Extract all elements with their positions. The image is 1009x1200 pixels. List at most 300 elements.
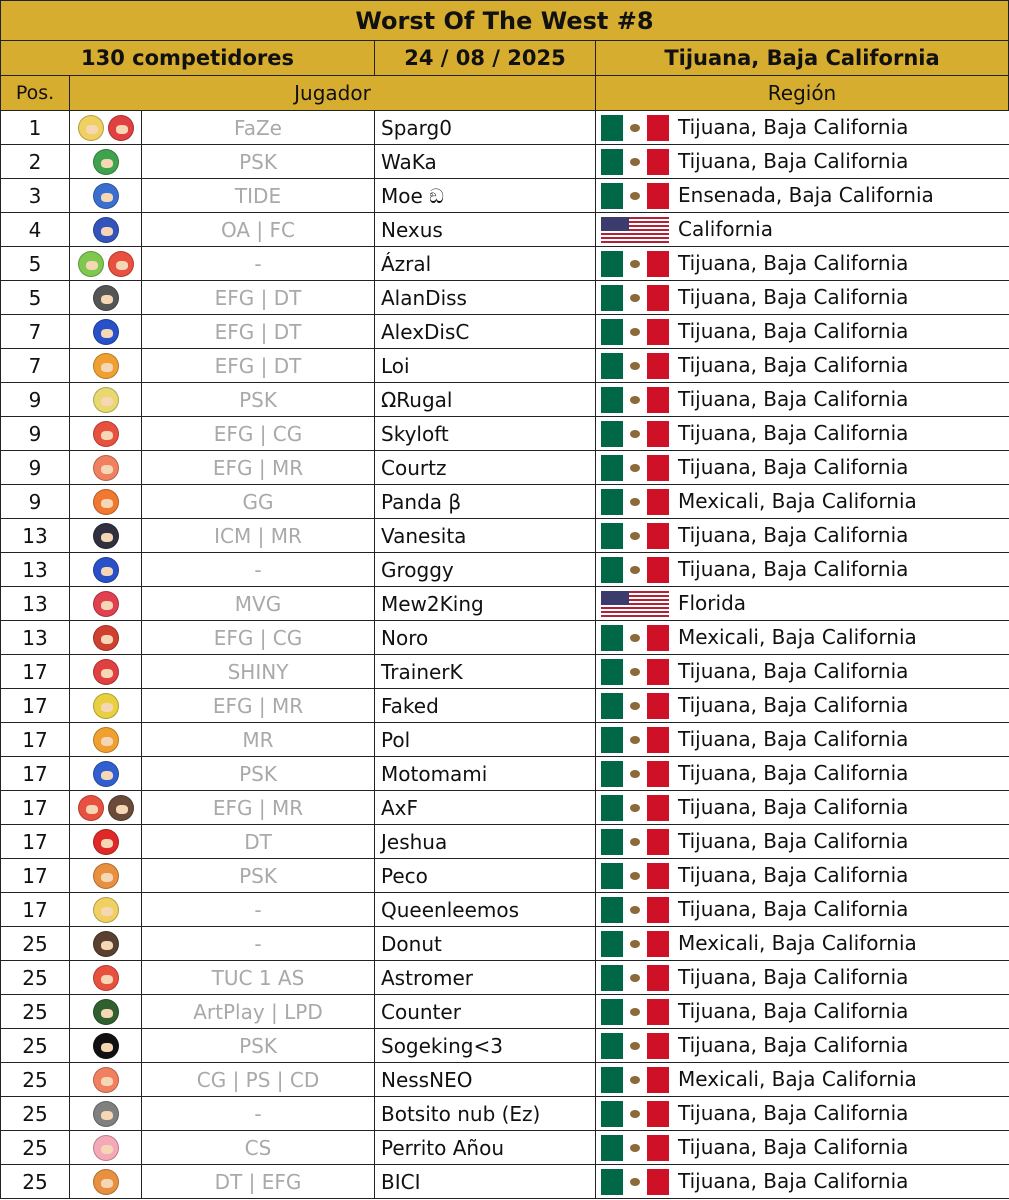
- mexico-flag-icon: [601, 1101, 669, 1127]
- placement: 9: [1, 451, 70, 485]
- table-row: [1, 349, 1009, 383]
- inkling-icon: [93, 489, 119, 515]
- region-cell: [596, 383, 1009, 417]
- region-label: Tijuana, Baja California: [678, 965, 909, 989]
- mexico-flag-icon: [601, 183, 669, 209]
- region-cell: [596, 315, 1009, 349]
- mexico-flag-icon: [601, 149, 669, 175]
- placement: 17: [1, 689, 70, 723]
- min-min-icon: [93, 1067, 119, 1093]
- region-cell: [596, 1165, 1009, 1199]
- usa-flag-icon: [601, 217, 669, 243]
- player-name: Perrito Añou: [375, 1131, 596, 1165]
- little-mac-icon: [93, 999, 119, 1025]
- characters-cell: [70, 621, 142, 655]
- team-tag: PSK: [142, 757, 375, 791]
- player-name: AlanDiss: [375, 281, 596, 315]
- characters-cell: [70, 1131, 142, 1165]
- table-row: [1, 179, 1009, 213]
- table-row: [1, 145, 1009, 179]
- characters-cell: [70, 519, 142, 553]
- table-row: [1, 1131, 1009, 1165]
- characters-cell: [70, 1165, 142, 1199]
- team-tag: OA | FC: [142, 213, 375, 247]
- characters-cell: [70, 859, 142, 893]
- region-cell: [596, 1029, 1009, 1063]
- team-tag: SHINY: [142, 655, 375, 689]
- team-tag: -: [142, 927, 375, 961]
- characters-cell: [70, 995, 142, 1029]
- mexico-flag-icon: [601, 1067, 669, 1093]
- mexico-flag-icon: [601, 115, 669, 141]
- event-date: 24 / 08 / 2025: [374, 40, 596, 76]
- cloud-icon: [93, 387, 119, 413]
- table-row: [1, 1097, 1009, 1131]
- placement: 17: [1, 757, 70, 791]
- placement: 5: [1, 247, 70, 281]
- team-tag: PSK: [142, 1029, 375, 1063]
- team-tag: TUC 1 AS: [142, 961, 375, 995]
- min-min-icon: [93, 455, 119, 481]
- table-row: [1, 553, 1009, 587]
- region-cell: [596, 961, 1009, 995]
- results-table: [0, 110, 1009, 1199]
- mexico-flag-icon: [601, 829, 669, 855]
- region-cell: [596, 995, 1009, 1029]
- player-name: Botsito nub (Ez): [375, 1097, 596, 1131]
- region-cell: [596, 655, 1009, 689]
- placement: 4: [1, 213, 70, 247]
- region-cell: [596, 621, 1009, 655]
- characters-cell: [70, 723, 142, 757]
- game-and-watch-icon: [93, 1033, 119, 1059]
- region-cell: [596, 179, 1009, 213]
- steve-icon: [93, 931, 119, 957]
- team-tag: FaZe: [142, 111, 375, 145]
- placement: 25: [1, 927, 70, 961]
- table-row: [1, 995, 1009, 1029]
- region-label: Tijuana, Baja California: [678, 1169, 909, 1193]
- king-dedede-icon: [93, 761, 119, 787]
- table-row: [1, 825, 1009, 859]
- mexico-flag-icon: [601, 421, 669, 447]
- region-label: Tijuana, Baja California: [678, 387, 909, 411]
- table-row: [1, 519, 1009, 553]
- region-label: Tijuana, Baja California: [678, 897, 909, 921]
- table-row: [1, 621, 1009, 655]
- kazuya-icon: [108, 795, 134, 821]
- team-tag: -: [142, 893, 375, 927]
- characters-cell: [70, 247, 142, 281]
- mexico-flag-icon: [601, 659, 669, 685]
- table-row: [1, 247, 1009, 281]
- region-label: Tijuana, Baja California: [678, 523, 909, 547]
- toon-link-icon: [93, 693, 119, 719]
- team-tag: GG: [142, 485, 375, 519]
- mexico-flag-icon: [601, 1169, 669, 1195]
- characters-cell: [70, 315, 142, 349]
- table-row: [1, 315, 1009, 349]
- placement: 13: [1, 587, 70, 621]
- player-name: Courtz: [375, 451, 596, 485]
- region-cell: [596, 723, 1009, 757]
- fox-icon: [93, 863, 119, 889]
- mexico-flag-icon: [601, 965, 669, 991]
- characters-cell: [70, 111, 142, 145]
- placement: 25: [1, 1165, 70, 1199]
- mexico-flag-icon: [601, 387, 669, 413]
- team-tag: ArtPlay | LPD: [142, 995, 375, 1029]
- placement: 25: [1, 961, 70, 995]
- results-body: [1, 111, 1009, 1199]
- table-row: [1, 1063, 1009, 1097]
- team-tag: EFG | DT: [142, 281, 375, 315]
- mythra-icon: [78, 251, 104, 277]
- region-label: Tijuana, Baja California: [678, 115, 909, 139]
- player-name: WaKa: [375, 145, 596, 179]
- characters-cell: [70, 179, 142, 213]
- region-label: Mexicali, Baja California: [678, 931, 917, 955]
- team-tag: EFG | DT: [142, 315, 375, 349]
- zelda-icon: [93, 897, 119, 923]
- placement: 9: [1, 485, 70, 519]
- player-name: ΩRugal: [375, 383, 596, 417]
- mexico-flag-icon: [601, 285, 669, 311]
- player-name: Skyloft: [375, 417, 596, 451]
- table-row: [1, 1029, 1009, 1063]
- region-label: California: [678, 217, 773, 241]
- mexico-flag-icon: [601, 761, 669, 787]
- table-row: [1, 281, 1009, 315]
- column-header-pos: Pos.: [0, 75, 70, 111]
- placement: 17: [1, 791, 70, 825]
- placement: 17: [1, 723, 70, 757]
- region-cell: [596, 927, 1009, 961]
- player-name: Queenleemos: [375, 893, 596, 927]
- team-tag: PSK: [142, 145, 375, 179]
- characters-cell: [70, 825, 142, 859]
- player-name: Ázral: [375, 247, 596, 281]
- player-name: Groggy: [375, 553, 596, 587]
- region-label: Florida: [678, 591, 747, 615]
- placement: 9: [1, 417, 70, 451]
- region-label: Tijuana, Baja California: [678, 251, 909, 275]
- player-name: Nexus: [375, 213, 596, 247]
- characters-cell: [70, 213, 142, 247]
- team-tag: CG | PS | CD: [142, 1063, 375, 1097]
- region-label: Mexicali, Baja California: [678, 489, 917, 513]
- region-label: Tijuana, Baja California: [678, 659, 909, 683]
- player-name: BICI: [375, 1165, 596, 1199]
- pokemon-trainer-icon: [93, 965, 119, 991]
- mexico-flag-icon: [601, 455, 669, 481]
- table-row: [1, 723, 1009, 757]
- team-tag: -: [142, 1097, 375, 1131]
- player-name: Noro: [375, 621, 596, 655]
- region-label: Tijuana, Baja California: [678, 1033, 909, 1057]
- luigi-icon: [93, 149, 119, 175]
- team-tag: -: [142, 247, 375, 281]
- fox-icon: [93, 1169, 119, 1195]
- mexico-flag-icon: [601, 625, 669, 651]
- team-tag: EFG | MR: [142, 689, 375, 723]
- mexico-flag-icon: [601, 557, 669, 583]
- mexico-flag-icon: [601, 353, 669, 379]
- samus-icon: [93, 625, 119, 651]
- player-name: AlexDisC: [375, 315, 596, 349]
- region-cell: [596, 553, 1009, 587]
- player-name: Motomami: [375, 757, 596, 791]
- table-row: [1, 893, 1009, 927]
- kazuya-icon: [93, 285, 119, 311]
- placement: 7: [1, 349, 70, 383]
- region-label: Tijuana, Baja California: [678, 353, 909, 377]
- placement: 17: [1, 859, 70, 893]
- placement: 7: [1, 315, 70, 349]
- characters-cell: [70, 927, 142, 961]
- placement: 13: [1, 621, 70, 655]
- column-header-player: Jugador: [69, 75, 596, 111]
- pokemon-trainer-icon: [93, 659, 119, 685]
- characters-cell: [70, 1063, 142, 1097]
- mexico-flag-icon: [601, 693, 669, 719]
- mexico-flag-icon: [601, 931, 669, 957]
- mexico-flag-icon: [601, 251, 669, 277]
- table-row: [1, 1165, 1009, 1199]
- placement: 17: [1, 825, 70, 859]
- pokemon-trainer-icon: [108, 251, 134, 277]
- team-tag: DT: [142, 825, 375, 859]
- team-tag: EFG | CG: [142, 621, 375, 655]
- piranha-plant-icon: [108, 115, 134, 141]
- region-label: Tijuana, Baja California: [678, 455, 909, 479]
- mexico-flag-icon: [601, 999, 669, 1025]
- cloud-icon: [78, 115, 104, 141]
- region-cell: [596, 689, 1009, 723]
- mexico-flag-icon: [601, 489, 669, 515]
- region-label: Mexicali, Baja California: [678, 1067, 917, 1091]
- player-name: Astromer: [375, 961, 596, 995]
- characters-cell: [70, 655, 142, 689]
- table-row: [1, 383, 1009, 417]
- team-tag: TIDE: [142, 179, 375, 213]
- characters-cell: [70, 1029, 142, 1063]
- team-tag: PSK: [142, 383, 375, 417]
- mexico-flag-icon: [601, 319, 669, 345]
- region-label: Tijuana, Baja California: [678, 829, 909, 853]
- team-tag: EFG | MR: [142, 451, 375, 485]
- player-name: Vanesita: [375, 519, 596, 553]
- region-cell: [596, 587, 1009, 621]
- region-cell: [596, 281, 1009, 315]
- placement: 25: [1, 1097, 70, 1131]
- table-row: [1, 485, 1009, 519]
- player-name: Sogeking<3: [375, 1029, 596, 1063]
- region-label: Tijuana, Baja California: [678, 319, 909, 343]
- placement: 25: [1, 1131, 70, 1165]
- region-label: Tijuana, Baja California: [678, 795, 909, 819]
- placement: 25: [1, 1029, 70, 1063]
- region-label: Tijuana, Baja California: [678, 999, 909, 1023]
- greninja-icon: [93, 183, 119, 209]
- region-label: Tijuana, Baja California: [678, 1135, 909, 1159]
- mexico-flag-icon: [601, 1033, 669, 1059]
- characters-cell: [70, 485, 142, 519]
- mexico-flag-icon: [601, 897, 669, 923]
- region-label: Tijuana, Baja California: [678, 285, 909, 309]
- region-cell: [596, 145, 1009, 179]
- tournament-title: Worst Of The West #8: [0, 0, 1009, 41]
- competitor-count: 130 competidores: [0, 40, 375, 76]
- pokemon-trainer-icon: [93, 421, 119, 447]
- player-name: Pol: [375, 723, 596, 757]
- falco-icon: [93, 217, 119, 243]
- region-cell: [596, 417, 1009, 451]
- bowser-jr-icon: [93, 353, 119, 379]
- region-cell: [596, 791, 1009, 825]
- region-label: Tijuana, Baja California: [678, 727, 909, 751]
- region-cell: [596, 519, 1009, 553]
- region-label: Ensenada, Baja California: [678, 183, 934, 207]
- team-tag: MVG: [142, 587, 375, 621]
- kirby-icon: [93, 1135, 119, 1161]
- characters-cell: [70, 1097, 142, 1131]
- characters-cell: [70, 553, 142, 587]
- characters-cell: [70, 757, 142, 791]
- region-cell: [596, 451, 1009, 485]
- table-row: [1, 213, 1009, 247]
- player-name: Counter: [375, 995, 596, 1029]
- region-cell: [596, 485, 1009, 519]
- region-cell: [596, 1097, 1009, 1131]
- player-name: Loi: [375, 349, 596, 383]
- sonic-icon: [93, 319, 119, 345]
- characters-cell: [70, 281, 142, 315]
- column-header-region: Región: [595, 75, 1009, 111]
- region-label: Tijuana, Baja California: [678, 1101, 909, 1125]
- table-row: [1, 587, 1009, 621]
- player-name: AxF: [375, 791, 596, 825]
- region-cell: [596, 757, 1009, 791]
- table-row: [1, 111, 1009, 145]
- table-row: [1, 451, 1009, 485]
- table-row: [1, 961, 1009, 995]
- region-cell: [596, 111, 1009, 145]
- region-cell: [596, 1131, 1009, 1165]
- table-row: [1, 859, 1009, 893]
- team-tag: EFG | DT: [142, 349, 375, 383]
- player-name: Jeshua: [375, 825, 596, 859]
- characters-cell: [70, 791, 142, 825]
- event-location: Tijuana, Baja California: [595, 40, 1009, 76]
- usa-flag-icon: [601, 591, 669, 617]
- region-label: Tijuana, Baja California: [678, 693, 909, 717]
- region-label: Tijuana, Baja California: [678, 557, 909, 581]
- bayonetta-icon: [93, 523, 119, 549]
- table-row: [1, 655, 1009, 689]
- mexico-flag-icon: [601, 727, 669, 753]
- player-name: Moe ඞ: [375, 179, 596, 213]
- player-name: Sparg0: [375, 111, 596, 145]
- table-row: [1, 417, 1009, 451]
- region-label: Tijuana, Baja California: [678, 863, 909, 887]
- mexico-flag-icon: [601, 863, 669, 889]
- team-tag: MR: [142, 723, 375, 757]
- player-name: Mew2King: [375, 587, 596, 621]
- team-tag: ICM | MR: [142, 519, 375, 553]
- mexico-flag-icon: [601, 795, 669, 821]
- placement: 25: [1, 1063, 70, 1097]
- table-row: [1, 757, 1009, 791]
- region-label: Tijuana, Baja California: [678, 761, 909, 785]
- team-tag: CS: [142, 1131, 375, 1165]
- region-cell: [596, 349, 1009, 383]
- characters-cell: [70, 417, 142, 451]
- region-label: Tijuana, Baja California: [678, 149, 909, 173]
- team-tag: EFG | MR: [142, 791, 375, 825]
- mario-icon: [93, 829, 119, 855]
- table-row: [1, 689, 1009, 723]
- rob-icon: [93, 1101, 119, 1127]
- team-tag: -: [142, 553, 375, 587]
- sonic-icon: [93, 557, 119, 583]
- characters-cell: [70, 961, 142, 995]
- placement: 3: [1, 179, 70, 213]
- team-tag: DT | EFG: [142, 1165, 375, 1199]
- placement: 2: [1, 145, 70, 179]
- region-cell: [596, 213, 1009, 247]
- region-cell: [596, 247, 1009, 281]
- characters-cell: [70, 893, 142, 927]
- mexico-flag-icon: [601, 523, 669, 549]
- characters-cell: [70, 145, 142, 179]
- mexico-flag-icon: [601, 1135, 669, 1161]
- player-name: Panda β: [375, 485, 596, 519]
- region-cell: [596, 893, 1009, 927]
- characters-cell: [70, 587, 142, 621]
- placement: 17: [1, 655, 70, 689]
- placement: 25: [1, 995, 70, 1029]
- characters-cell: [70, 349, 142, 383]
- pokemon-trainer-icon: [78, 795, 104, 821]
- placement: 5: [1, 281, 70, 315]
- characters-cell: [70, 383, 142, 417]
- region-label: Mexicali, Baja California: [678, 625, 917, 649]
- table-row: [1, 927, 1009, 961]
- placement: 13: [1, 519, 70, 553]
- characters-cell: [70, 689, 142, 723]
- player-name: NessNEO: [375, 1063, 596, 1097]
- region-label: Tijuana, Baja California: [678, 421, 909, 445]
- player-name: Peco: [375, 859, 596, 893]
- placement: 13: [1, 553, 70, 587]
- placement: 9: [1, 383, 70, 417]
- region-cell: [596, 1063, 1009, 1097]
- placement: 1: [1, 111, 70, 145]
- player-name: Faked: [375, 689, 596, 723]
- table-row: [1, 791, 1009, 825]
- region-cell: [596, 859, 1009, 893]
- region-cell: [596, 825, 1009, 859]
- team-tag: PSK: [142, 859, 375, 893]
- bowser-jr-icon: [93, 727, 119, 753]
- player-name: TrainerK: [375, 655, 596, 689]
- placement: 17: [1, 893, 70, 927]
- characters-cell: [70, 451, 142, 485]
- pyra-icon: [93, 591, 119, 617]
- team-tag: EFG | CG: [142, 417, 375, 451]
- player-name: Donut: [375, 927, 596, 961]
